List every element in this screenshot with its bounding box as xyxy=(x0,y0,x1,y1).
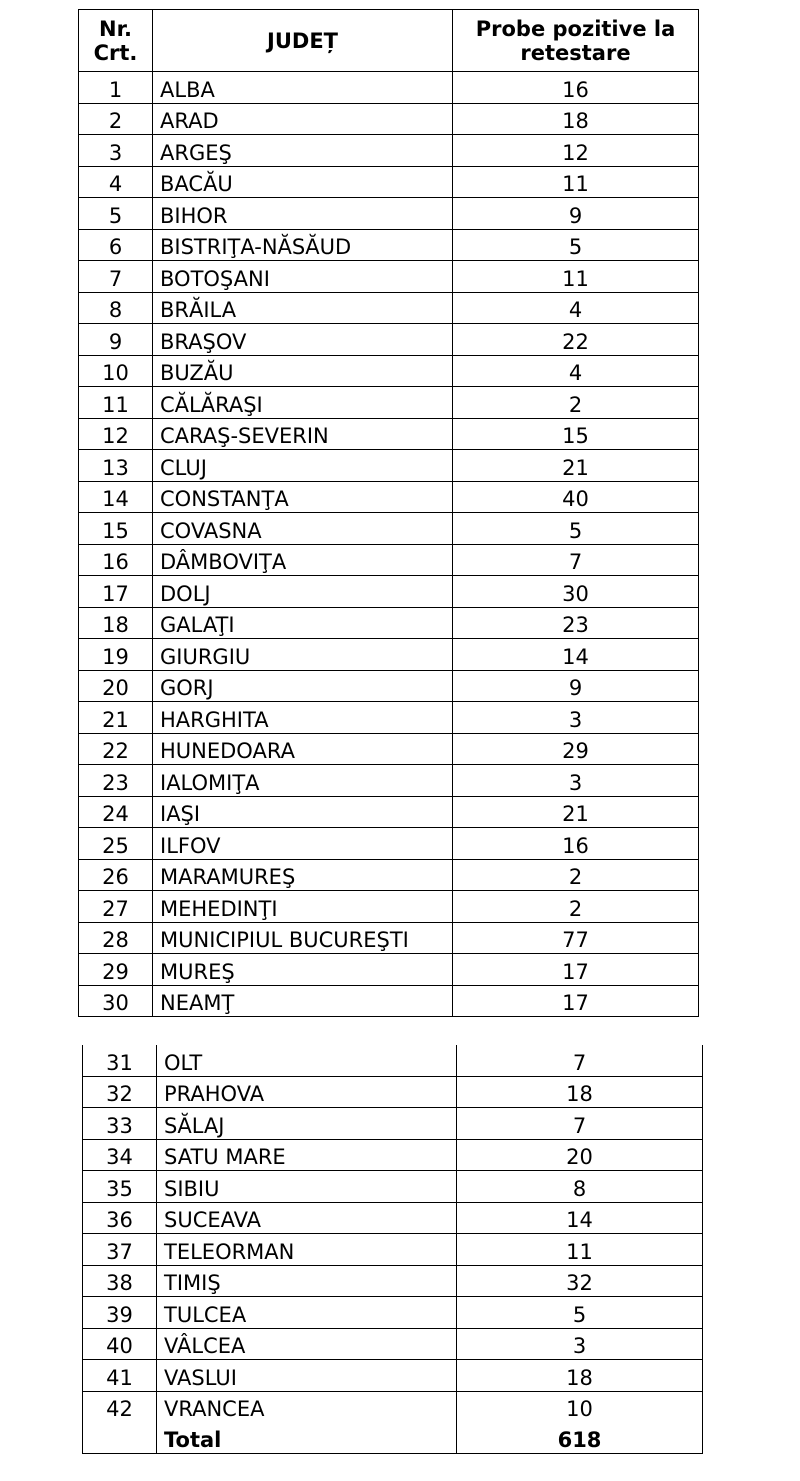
row-nr: 11 xyxy=(79,387,153,419)
row-judet: TULCEA xyxy=(157,1297,457,1329)
row-judet: DÂMBOVIŢA xyxy=(153,544,453,576)
table-row xyxy=(79,229,699,261)
row-nr: 23 xyxy=(79,765,153,797)
table-row xyxy=(79,324,699,356)
row-nr: 32 xyxy=(83,1076,157,1108)
row-nr: 42 xyxy=(83,1391,157,1422)
table-row xyxy=(83,1234,703,1266)
table-row xyxy=(79,261,699,293)
table-row xyxy=(79,513,699,545)
row-nr: 22 xyxy=(79,733,153,765)
header-judet: JUDEȚ xyxy=(153,10,453,72)
table-row xyxy=(79,355,699,387)
table-row xyxy=(79,702,699,734)
row-probe: 4 xyxy=(453,292,699,324)
table-row xyxy=(83,1171,703,1203)
table-row xyxy=(79,292,699,324)
row-probe: 11 xyxy=(453,166,699,198)
table-header-row xyxy=(79,10,699,72)
row-probe: 4 xyxy=(453,355,699,387)
row-probe: 7 xyxy=(457,1045,703,1076)
row-probe: 14 xyxy=(453,639,699,671)
row-judet: DOLJ xyxy=(153,576,453,608)
table-row xyxy=(79,72,699,104)
row-probe: 22 xyxy=(453,324,699,356)
header-nr-line2: Crt. xyxy=(93,40,138,65)
row-nr: 37 xyxy=(83,1234,157,1266)
row-judet: ILFOV xyxy=(153,828,453,860)
table-row xyxy=(83,1108,703,1140)
row-nr: 28 xyxy=(79,922,153,954)
row-judet: SATU MARE xyxy=(157,1139,457,1171)
table-row xyxy=(79,135,699,167)
row-judet: GALAŢI xyxy=(153,607,453,639)
row-nr: 17 xyxy=(79,576,153,608)
row-nr: 27 xyxy=(79,891,153,923)
row-judet: BACĂU xyxy=(153,166,453,198)
row-judet: CONSTANŢA xyxy=(153,481,453,513)
row-nr: 10 xyxy=(79,355,153,387)
row-nr: 34 xyxy=(83,1139,157,1171)
row-judet: BIHOR xyxy=(153,198,453,230)
row-probe: 11 xyxy=(457,1234,703,1266)
row-probe: 7 xyxy=(457,1108,703,1140)
row-nr: 6 xyxy=(79,229,153,261)
table-row xyxy=(79,891,699,923)
row-judet: COVASNA xyxy=(153,513,453,545)
row-probe: 18 xyxy=(457,1076,703,1108)
table-row xyxy=(79,765,699,797)
row-judet: BISTRIŢA-NĂSĂUD xyxy=(153,229,453,261)
row-nr: 4 xyxy=(79,166,153,198)
row-nr: 24 xyxy=(79,796,153,828)
row-nr: 1 xyxy=(79,72,153,104)
row-probe: 2 xyxy=(453,387,699,419)
total-row xyxy=(83,1422,703,1453)
row-probe: 15 xyxy=(453,418,699,450)
table-row xyxy=(83,1045,703,1076)
table-row xyxy=(79,985,699,1017)
table-row xyxy=(83,1391,703,1422)
row-judet: HARGHITA xyxy=(153,702,453,734)
row-nr: 16 xyxy=(79,544,153,576)
header-nr-line1: Nr. xyxy=(99,16,132,41)
total-label: Total xyxy=(157,1422,457,1453)
row-judet: BOTOŞANI xyxy=(153,261,453,293)
table-row xyxy=(79,954,699,986)
table-row xyxy=(83,1360,703,1392)
row-judet: CĂLĂRAŞI xyxy=(153,387,453,419)
table-row xyxy=(83,1139,703,1171)
total-empty-cell xyxy=(83,1422,157,1453)
row-probe: 7 xyxy=(453,544,699,576)
table-row xyxy=(83,1202,703,1234)
row-nr: 3 xyxy=(79,135,153,167)
row-probe: 5 xyxy=(453,513,699,545)
row-judet: SUCEAVA xyxy=(157,1202,457,1234)
row-judet: BUZĂU xyxy=(153,355,453,387)
row-judet: HUNEDOARA xyxy=(153,733,453,765)
row-probe: 17 xyxy=(453,954,699,986)
row-probe: 32 xyxy=(457,1265,703,1297)
row-probe: 23 xyxy=(453,607,699,639)
table-row xyxy=(79,733,699,765)
row-judet: ARGEŞ xyxy=(153,135,453,167)
row-judet: TIMIŞ xyxy=(157,1265,457,1297)
row-nr: 20 xyxy=(79,670,153,702)
row-judet: IAŞI xyxy=(153,796,453,828)
table-row xyxy=(79,198,699,230)
row-probe: 3 xyxy=(453,765,699,797)
row-judet: OLT xyxy=(157,1045,457,1076)
header-probe-line2: retestare xyxy=(520,40,631,65)
table-row xyxy=(83,1265,703,1297)
row-judet: MARAMUREŞ xyxy=(153,859,453,891)
row-nr: 31 xyxy=(83,1045,157,1076)
header-probe xyxy=(453,10,699,72)
row-probe: 5 xyxy=(453,229,699,261)
row-nr: 39 xyxy=(83,1297,157,1329)
row-nr: 33 xyxy=(83,1108,157,1140)
row-judet: VASLUI xyxy=(157,1360,457,1392)
county-table-part-1 xyxy=(78,9,699,1017)
row-probe: 9 xyxy=(453,670,699,702)
row-judet: CLUJ xyxy=(153,450,453,482)
total-value: 618 xyxy=(457,1422,703,1453)
row-probe: 77 xyxy=(453,922,699,954)
header-nr-crt xyxy=(79,10,153,72)
row-judet: NEAMŢ xyxy=(153,985,453,1017)
row-probe: 10 xyxy=(457,1391,703,1422)
table-row xyxy=(79,859,699,891)
row-nr: 25 xyxy=(79,828,153,860)
row-judet: VRANCEA xyxy=(157,1391,457,1422)
row-nr: 12 xyxy=(79,418,153,450)
row-nr: 2 xyxy=(79,103,153,135)
row-probe: 2 xyxy=(453,859,699,891)
row-probe: 40 xyxy=(453,481,699,513)
row-judet: VÂLCEA xyxy=(157,1328,457,1360)
row-probe: 29 xyxy=(453,733,699,765)
row-nr: 5 xyxy=(79,198,153,230)
row-probe: 20 xyxy=(457,1139,703,1171)
row-judet: ARAD xyxy=(153,103,453,135)
table-row xyxy=(79,670,699,702)
row-nr: 29 xyxy=(79,954,153,986)
table-row xyxy=(79,922,699,954)
row-probe: 3 xyxy=(453,702,699,734)
row-probe: 5 xyxy=(457,1297,703,1329)
table-row xyxy=(79,796,699,828)
row-nr: 13 xyxy=(79,450,153,482)
row-judet: CARAŞ-SEVERIN xyxy=(153,418,453,450)
row-probe: 30 xyxy=(453,576,699,608)
row-probe: 11 xyxy=(453,261,699,293)
row-nr: 26 xyxy=(79,859,153,891)
row-nr: 7 xyxy=(79,261,153,293)
table-row xyxy=(83,1328,703,1360)
row-nr: 9 xyxy=(79,324,153,356)
row-nr: 8 xyxy=(79,292,153,324)
row-judet: PRAHOVA xyxy=(157,1076,457,1108)
row-probe: 2 xyxy=(453,891,699,923)
table-row xyxy=(79,450,699,482)
row-probe: 14 xyxy=(457,1202,703,1234)
row-judet: MEHEDINŢI xyxy=(153,891,453,923)
row-nr: 14 xyxy=(79,481,153,513)
row-nr: 15 xyxy=(79,513,153,545)
row-nr: 41 xyxy=(83,1360,157,1392)
table-row xyxy=(79,103,699,135)
row-probe: 3 xyxy=(457,1328,703,1360)
row-judet: SIBIU xyxy=(157,1171,457,1203)
table-row xyxy=(79,418,699,450)
row-nr: 38 xyxy=(83,1265,157,1297)
table-row xyxy=(79,387,699,419)
table-row xyxy=(79,607,699,639)
row-probe: 16 xyxy=(453,72,699,104)
table-row xyxy=(79,576,699,608)
row-nr: 40 xyxy=(83,1328,157,1360)
table-row xyxy=(83,1297,703,1329)
row-judet: SĂLAJ xyxy=(157,1108,457,1140)
row-nr: 36 xyxy=(83,1202,157,1234)
table-row xyxy=(79,166,699,198)
table-row xyxy=(79,544,699,576)
table-row xyxy=(83,1076,703,1108)
row-probe: 9 xyxy=(453,198,699,230)
row-judet: BRĂILA xyxy=(153,292,453,324)
row-judet: MUREŞ xyxy=(153,954,453,986)
row-probe: 17 xyxy=(453,985,699,1017)
row-probe: 21 xyxy=(453,796,699,828)
table-row xyxy=(79,828,699,860)
row-judet: TELEORMAN xyxy=(157,1234,457,1266)
row-nr: 30 xyxy=(79,985,153,1017)
row-nr: 19 xyxy=(79,639,153,671)
table-row xyxy=(79,481,699,513)
row-nr: 18 xyxy=(79,607,153,639)
row-probe: 18 xyxy=(453,103,699,135)
row-judet: IALOMIŢA xyxy=(153,765,453,797)
row-probe: 21 xyxy=(453,450,699,482)
row-judet: GORJ xyxy=(153,670,453,702)
table-row xyxy=(79,639,699,671)
row-probe: 8 xyxy=(457,1171,703,1203)
row-probe: 12 xyxy=(453,135,699,167)
county-table-part-2 xyxy=(82,1045,703,1454)
row-nr: 35 xyxy=(83,1171,157,1203)
row-judet: BRAŞOV xyxy=(153,324,453,356)
header-probe-line1: Probe pozitive la xyxy=(475,16,676,41)
row-judet: ALBA xyxy=(153,72,453,104)
row-nr: 21 xyxy=(79,702,153,734)
row-judet: GIURGIU xyxy=(153,639,453,671)
row-judet: MUNICIPIUL BUCUREŞTI xyxy=(153,922,453,954)
row-probe: 18 xyxy=(457,1360,703,1392)
row-probe: 16 xyxy=(453,828,699,860)
